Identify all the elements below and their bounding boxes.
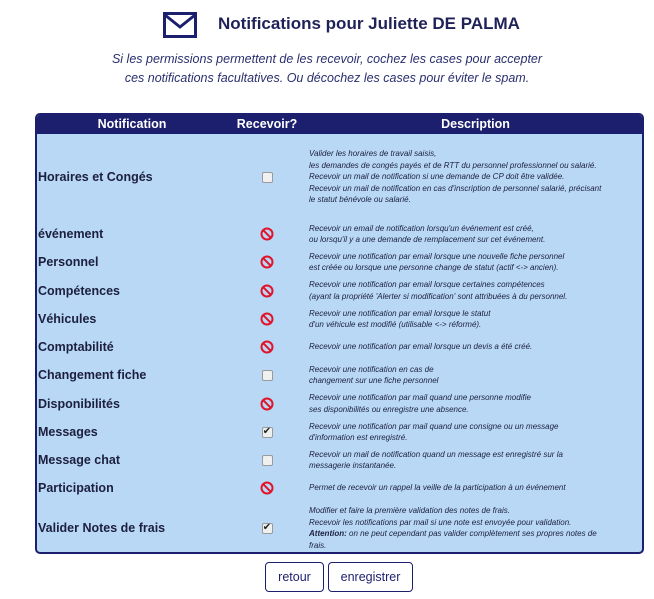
notification-description — [309, 502, 644, 554]
notification-name: Message chat — [38, 453, 120, 467]
description-line: le statut bénévole ou salarié. — [309, 195, 411, 205]
table-row — [37, 220, 642, 248]
description-line: est créée ou lorsque une personne change de statut (actif <-> ancien). — [309, 263, 559, 272]
notification-name: Véhicules — [38, 312, 97, 326]
instructions-line-2: ces notifications facultatives. Ou décochez les cases pour éviter le spam. — [124, 71, 530, 85]
description-line: Recevoir un mail de notification quand un message est enregistré sur la — [309, 449, 563, 459]
description-line: Recevoir une notification par email lorsque une nouvelle fiche personnel — [309, 251, 565, 261]
notification-description — [309, 389, 644, 418]
notification-name: événement — [38, 227, 104, 241]
notification-name: Horaires et Congés — [38, 170, 153, 184]
notification-name: Changement fiche — [38, 368, 147, 382]
receive-cell — [227, 418, 307, 446]
table-row — [37, 389, 642, 418]
notification-description — [309, 220, 644, 248]
description-line: Recevoir une notification par email lorsque certaines compétences — [309, 280, 545, 289]
description-line: Permet de recevoir un rappel la veille de la participation à un événement — [309, 483, 566, 493]
page-title: Notifications pour Juliette DE PALMA — [218, 14, 520, 33]
table-row — [37, 248, 642, 276]
page-header — [0, 10, 654, 40]
no-entry-icon — [260, 340, 274, 354]
description-line: Recevoir les notifications par mail si une note est envoyée pour validation. — [309, 517, 572, 527]
description-line: Recevoir une notification par mail quand une consigne ou un message — [309, 421, 559, 431]
description-line: (ayant la propriété 'Alerter si modification' sont attribuées à du personnel. — [309, 291, 568, 301]
receive-cell — [227, 361, 307, 389]
table-row — [37, 276, 642, 305]
check-icon: ✔ — [262, 426, 272, 437]
table-row — [37, 502, 642, 554]
column-header-notification: Notification — [97, 117, 167, 131]
notification-name: Participation — [38, 481, 114, 495]
receive-cell — [227, 276, 307, 305]
receive-cell — [227, 220, 307, 248]
description-line: Recevoir un mail de notification si une demande de CP doit être validée. — [309, 172, 565, 182]
check-icon: ✔ — [262, 522, 272, 533]
description-line: Valider les horaires de travail saisis, — [309, 149, 437, 159]
back-button[interactable]: retour — [265, 562, 324, 592]
description-line: Recevoir une notification par email lorsque le statut — [309, 308, 491, 318]
table-row — [37, 474, 642, 502]
notification-description — [309, 134, 644, 220]
checkbox-unchecked[interactable] — [262, 172, 273, 183]
envelope-icon — [163, 12, 197, 38]
description-line: d'un véhicule est modifié (utilisable <-> réformé). — [309, 320, 482, 329]
notification-description — [309, 333, 644, 361]
notification-name: Comptabilité — [38, 340, 114, 354]
notification-description — [309, 361, 644, 389]
instructions-line-1: Si les permissions permettent de les recevoir, cochez les cases pour accepter — [111, 52, 543, 66]
attention-line — [309, 528, 644, 540]
no-entry-icon — [260, 284, 274, 298]
notification-name: Valider Notes de frais — [38, 521, 166, 535]
column-header-description: Description — [441, 117, 510, 131]
description-line: Modifier et faire la première validation des notes de frais. — [309, 506, 510, 515]
no-entry-icon — [260, 312, 274, 326]
checkbox-unchecked[interactable] — [262, 455, 273, 466]
table-header — [37, 115, 642, 134]
description-line: Recevoir une notification en cas de — [309, 364, 434, 374]
description-line: ou lorsqu'il y a une demande de remplacement sur cet événement. — [309, 235, 546, 244]
notification-name: Messages — [38, 425, 98, 439]
receive-cell — [227, 248, 307, 276]
table-row — [37, 361, 642, 389]
receive-cell — [227, 333, 307, 361]
notifications-table — [35, 113, 644, 554]
column-header-receive: Recevoir? — [236, 117, 298, 131]
table-row — [37, 134, 642, 220]
attention-tail: frais. — [309, 540, 327, 550]
receive-cell — [227, 502, 307, 554]
notification-name: Compétences — [38, 283, 120, 298]
table-row — [37, 305, 642, 333]
notification-description — [309, 305, 644, 333]
description-line: Recevoir une notification par mail quand une personne modifie — [309, 393, 531, 402]
notification-description — [309, 446, 644, 474]
description-line: Recevoir un email de notification lorsqu'un événement est créé, — [309, 223, 534, 233]
no-entry-icon — [260, 397, 274, 411]
table-row — [37, 446, 642, 474]
no-entry-icon — [260, 227, 274, 241]
no-entry-icon — [260, 255, 274, 269]
notification-name: Personnel — [38, 255, 99, 269]
checkbox-unchecked[interactable] — [262, 370, 273, 381]
description-line: Recevoir un mail de notification en cas d'inscription de personnel salarié, précisant — [309, 183, 602, 193]
receive-cell — [227, 305, 307, 333]
receive-cell — [227, 389, 307, 418]
receive-cell — [227, 474, 307, 502]
description-line: ses disponibilités ou enregistre une absence. — [309, 404, 469, 414]
description-line: messagerie instantanée. — [309, 461, 397, 470]
no-entry-icon — [260, 481, 274, 495]
description-line: d'information est enregistré. — [309, 433, 408, 442]
receive-cell — [227, 134, 307, 220]
notification-description — [309, 474, 644, 502]
description-line: changement sur une fiche personnel — [309, 376, 439, 385]
attention-label: Attention: — [309, 529, 347, 538]
instructions-text — [0, 50, 654, 88]
receive-cell — [227, 446, 307, 474]
checkbox-checked[interactable] — [262, 427, 273, 438]
description-line: Recevoir une notification par email lorsque un devis a été créé. — [309, 342, 533, 352]
table-row — [37, 418, 642, 446]
notification-description — [309, 276, 644, 305]
notification-description — [309, 418, 644, 446]
notification-description — [309, 248, 644, 276]
table-row — [37, 333, 642, 361]
attention-text: on ne peut cependant pas valider complètement ses propres notes de — [346, 529, 597, 538]
description-line: les demandes de congés payés et de RTT du personnel professionnel ou salarié. — [309, 160, 597, 170]
save-button[interactable]: enregistrer — [328, 562, 413, 592]
checkbox-checked[interactable] — [262, 523, 273, 534]
notification-name: Disponibilités — [38, 396, 120, 411]
